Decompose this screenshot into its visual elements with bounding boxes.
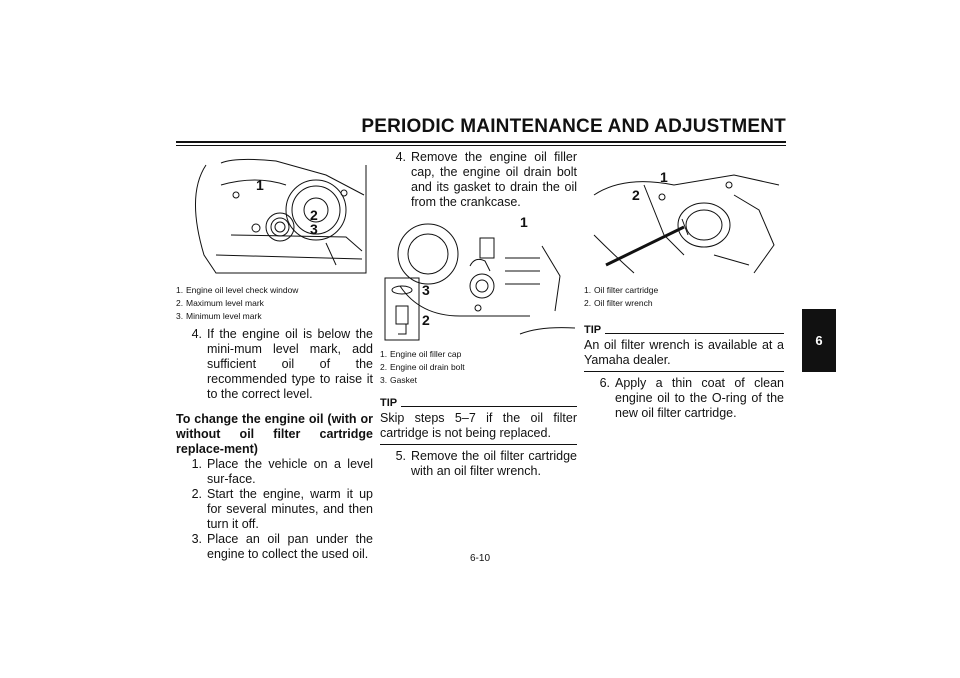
tip-text: Skip steps 5–7 if the oil filter cartridge is not being replaced. xyxy=(380,411,577,440)
figure-filler-cap-drain xyxy=(380,216,577,344)
caption-item: 2. Maximum level mark xyxy=(176,298,264,308)
column-left xyxy=(176,155,373,562)
callout-1: 1 xyxy=(256,177,264,193)
tip-box xyxy=(584,324,784,372)
column-middle xyxy=(380,150,577,479)
tip-rule xyxy=(401,406,577,407)
step-item: 2. Start the engine, warm it up for several minutes, and then turn it off. xyxy=(191,487,373,531)
figure-captions xyxy=(380,348,577,387)
caption-item: 1. Engine oil filler cap xyxy=(380,349,462,359)
caption-item: 3. Gasket xyxy=(380,375,417,385)
tip-rule xyxy=(605,333,784,334)
callout-3: 3 xyxy=(422,282,430,298)
callout-2: 2 xyxy=(422,312,430,328)
column-right xyxy=(584,155,784,421)
step-4-check: 4. If the engine oil is below the mini-mum level mark, add sufficient oil of the recommended type to raise it to the correct level. xyxy=(191,327,373,401)
step-item: 3. Place an oil pan under the engine to collect the used oil. xyxy=(191,532,373,561)
step-item: 1. Place the vehicle on a level sur-face. xyxy=(191,457,373,486)
callout-1: 1 xyxy=(660,169,668,185)
caption-item: 1. Oil filter cartridge xyxy=(584,285,659,295)
tip-box xyxy=(380,397,577,445)
engine-oil-window-illustration xyxy=(176,155,373,280)
callout-2: 2 xyxy=(632,187,640,203)
section-subheading: To change the engine oil (with or without oil filter cartridge replace-ment) xyxy=(176,412,373,456)
figure-oil-level-window xyxy=(176,155,373,280)
header-rule xyxy=(176,141,786,143)
caption-item: 3. Minimum level mark xyxy=(176,311,262,321)
page-number: 6-10 xyxy=(469,553,490,564)
caption-item: 2. Oil filter wrench xyxy=(584,298,653,308)
tip-end-rule xyxy=(584,371,784,372)
figure-captions xyxy=(176,284,373,323)
tip-label: TIP xyxy=(380,397,398,409)
tip-text: An oil filter wrench is available at a Yamaha dealer. xyxy=(584,338,784,367)
callout-1: 1 xyxy=(520,214,528,230)
figure-oil-filter xyxy=(584,155,784,280)
caption-item: 1. Engine oil level check window xyxy=(176,285,299,295)
oil-filter-illustration xyxy=(584,155,784,280)
header-rule-thin xyxy=(176,145,786,146)
caption-item: 2. Engine oil drain bolt xyxy=(380,362,465,372)
figure-captions xyxy=(584,284,784,310)
chapter-tab: 6 xyxy=(802,309,836,372)
step-4-remove: 4. Remove the engine oil filler cap, the engine oil drain bolt and its gasket to drain the oil from the crankcase. xyxy=(395,150,577,209)
step-6: 6. Apply a thin coat of clean engine oil to the O-ring of the new oil filter cartridge. xyxy=(599,376,784,420)
step-5: 5. Remove the oil filter cartridge with an oil filter wrench. xyxy=(395,449,577,478)
callout-3: 3 xyxy=(310,221,318,237)
tip-end-rule xyxy=(380,444,577,445)
page-header-title: PERIODIC MAINTENANCE AND ADJUSTMENT xyxy=(361,116,786,137)
tip-label: TIP xyxy=(584,324,602,336)
engine-drain-illustration xyxy=(380,216,577,344)
callout-2: 2 xyxy=(310,207,318,223)
